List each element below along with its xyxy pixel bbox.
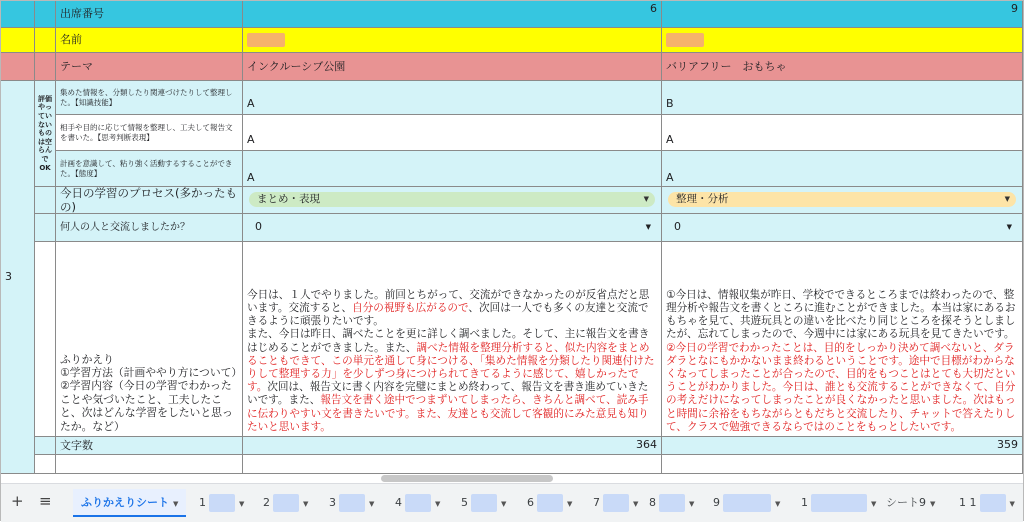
exchange-value-b: 0 [674, 220, 681, 233]
reflection-text-a[interactable] [243, 242, 662, 437]
attendance-value-a[interactable]: 6 [243, 1, 662, 28]
dropdown-arrow-icon: ▼ [173, 500, 179, 508]
sub-gutter[interactable] [35, 1, 56, 28]
tab-label: 1 [801, 496, 808, 509]
dropdown-arrow-icon: ▼ [1009, 500, 1015, 508]
attendance-label[interactable]: 出席番号 [56, 1, 243, 28]
dropdown-arrow-icon: ▼ [1004, 195, 1010, 203]
sub-gutter[interactable] [35, 28, 56, 53]
criterion-label[interactable]: 集めた情報を、分類したり関連づけたりして整理した。【知識技能】 [56, 81, 243, 115]
char-count-value-b[interactable]: 359 [662, 437, 1023, 455]
sheet-tab[interactable] [395, 489, 440, 517]
sub-gutter[interactable] [35, 53, 56, 81]
redacted-tab-name [537, 494, 563, 512]
redacted-name-box [247, 33, 285, 47]
horizontal-scrollbar[interactable] [381, 475, 553, 482]
reflection-label-line: ②学習内容（今日の学習でわかったことや気づいたこと、工夫したこと、次はどんな学習をしたいと思ったか。など） [60, 379, 233, 433]
reflection-label-line: ①学習方法（計画ややり方について） [60, 365, 243, 379]
exchange-value-a: 0 [255, 220, 262, 233]
redacted-tab-name [980, 494, 1006, 512]
redacted-tab-name [603, 494, 629, 512]
sheet-tab-bar [1, 483, 1023, 522]
tab-label: 7 [593, 496, 600, 509]
criterion-value-a[interactable]: A [243, 81, 662, 115]
theme-value-b[interactable]: バリアフリー おもちゃ [662, 53, 1023, 81]
tab-label: 1 1 [959, 496, 977, 509]
row-gutter[interactable] [1, 28, 35, 53]
criterion-label[interactable]: 相手や目的に応じて情報を整理し、工夫して報告文を書いた。【思考判断表現】 [56, 115, 243, 151]
sheet-tab[interactable] [329, 489, 374, 517]
dropdown-arrow-icon: ▼ [567, 500, 573, 508]
tab-label: 9 [713, 496, 720, 509]
criterion-value-b[interactable]: B [662, 81, 1023, 115]
criterion-value-a[interactable]: A [243, 151, 662, 187]
reflection-highlight-text: ②今日の学習でわかったことは、目的をしっかり決めて調べないと、ダラダラとなにもかかないまま終わるということです。途中で目標がわからなくなってしまったことが合ったので、目的をもつことはとても大切だということがわかりました。今日は、誰とも交流することができなくて、自分の考えだけになってしまったことが良くなかったと思いました。次はもっと時間に余裕をもちながらともだちと交流したり、チャットで答えたりして、クラスで勉強できるならではのことをもっとしたいです。 [666, 341, 1016, 433]
process-cell-a[interactable] [243, 187, 662, 214]
sheet-tab[interactable] [886, 489, 935, 517]
tab-label: 2 [263, 496, 270, 509]
criterion-value-b[interactable]: A [662, 151, 1023, 187]
sheet-tab[interactable] [461, 489, 506, 517]
sheet-tab[interactable] [959, 489, 1015, 517]
sheet-tab[interactable] [527, 489, 572, 517]
reflection-highlight-text: 報告文を書く途中でつまずいてしまったら、きちんと調べて、読み手に伝わりやすい文を書きたいです。また、友達とも交流して客観的にみた意見も知りたいと思います。 [247, 394, 649, 433]
reflection-highlight-text: 自分の視野も広がるので [352, 301, 469, 314]
exchange-dropdown-a[interactable] [255, 218, 653, 236]
sub-gutter[interactable] [35, 455, 56, 474]
reflection-text: また、今日は昨日、調べたことを更に詳しく調べました。そして、主に報告文を書きはじめることができました。また、 [247, 328, 650, 354]
sheet-tab[interactable] [801, 489, 876, 517]
empty-cell[interactable] [243, 455, 662, 474]
eval-vertical-label[interactable]: 評価やっていないものは空らんでOK [35, 81, 56, 187]
dropdown-arrow-icon: ▼ [1006, 223, 1012, 231]
char-count-value-a[interactable]: 364 [243, 437, 662, 455]
row-gutter[interactable] [1, 53, 35, 81]
theme-label[interactable]: テーマ [56, 53, 243, 81]
dropdown-arrow-icon: ▼ [239, 500, 245, 508]
process-chip-b-label: 整理・分析 [676, 193, 729, 205]
dropdown-arrow-icon: ▼ [633, 500, 639, 508]
tab-label: 6 [527, 496, 534, 509]
dropdown-arrow-icon: ▼ [369, 500, 375, 508]
tab-label: 1 [199, 496, 206, 509]
sub-gutter[interactable] [35, 437, 56, 455]
dropdown-arrow-icon: ▼ [930, 500, 936, 508]
dropdown-arrow-icon: ▼ [643, 195, 649, 203]
redacted-tab-name [723, 494, 771, 512]
dropdown-arrow-icon: ▼ [871, 500, 877, 508]
dropdown-arrow-icon: ▼ [303, 500, 309, 508]
tab-label: 5 [461, 496, 468, 509]
sheet-tab[interactable] [199, 489, 244, 517]
redacted-tab-name [405, 494, 431, 512]
exchange-label[interactable]: 何人の人と交流しましたか？ [56, 214, 243, 242]
redacted-name-box [666, 33, 704, 47]
exchange-cell-b[interactable] [662, 214, 1023, 242]
dropdown-arrow-icon: ▼ [775, 500, 781, 508]
sheet-tab[interactable] [593, 489, 638, 517]
dropdown-arrow-icon: ▼ [435, 500, 441, 508]
redacted-tab-name [471, 494, 497, 512]
tab-label: 8 [649, 496, 656, 509]
empty-cell[interactable] [662, 455, 1023, 474]
sheet-tab[interactable] [649, 489, 694, 517]
criterion-value-a[interactable]: A [243, 115, 662, 151]
redacted-tab-name [273, 494, 299, 512]
reflection-text-b-body [666, 289, 1018, 434]
theme-value-a[interactable]: インクルーシブ公園 [243, 53, 662, 81]
char-count-label[interactable]: 文字数 [56, 437, 243, 455]
process-chip-b[interactable] [668, 192, 1016, 207]
reflection-text: 次回は、報告文に書く内容を完璧にまとめ終わって、報告文を書き進めていきたいです。また、 [247, 381, 649, 407]
reflection-text: 今日は、１人でやりました。前回とちがって、交流ができなかったのが反省点だと思います。交流すると、 [247, 288, 650, 314]
section-number[interactable]: 3 [1, 81, 35, 474]
process-label[interactable]: 今日の学習のプロセス(多かったもの) [56, 187, 243, 214]
criterion-value-b[interactable]: A [662, 115, 1023, 151]
reflection-text: 、次回は一人でも多くの友達と交流できるように頑張りたいです。 [247, 301, 649, 328]
sub-gutter[interactable] [35, 187, 56, 214]
redacted-tab-name [659, 494, 685, 512]
tab-label: シート9 [886, 496, 926, 509]
tab-label: ふりかえりシート [81, 496, 169, 509]
empty-cell[interactable] [56, 455, 243, 474]
dropdown-arrow-icon: ▼ [501, 500, 507, 508]
reflection-highlight-text: 調べた情報を整理分析すると、似た内容をまとめることもできて、この単元を通して身につける、「集めた情報を分類したり関連付けたりして整理する力」を少しずつ身につけられてきてるように感じて、嬉しかったです。 [247, 341, 655, 394]
list-menu-icon[interactable]: ≡ [39, 492, 52, 510]
redacted-tab-name [209, 494, 235, 512]
tab-active-sheet[interactable] [73, 489, 186, 517]
name-label[interactable]: 名前 [56, 28, 243, 53]
reflection-text-a-body [247, 289, 657, 434]
dropdown-arrow-icon: ▼ [689, 500, 695, 508]
name-value-b[interactable] [662, 28, 1023, 53]
sheet-tab[interactable] [713, 489, 780, 517]
redacted-tab-name [811, 494, 867, 512]
tab-label: 4 [395, 496, 402, 509]
redacted-tab-name [339, 494, 365, 512]
criterion-label[interactable]: 計画を意識して、粘り強く活動するすることができた。【態度】 [56, 151, 243, 187]
process-cell-b[interactable] [662, 187, 1023, 214]
sub-gutter[interactable] [35, 214, 56, 242]
tab-label: 3 [329, 496, 336, 509]
exchange-cell-a[interactable] [243, 214, 662, 242]
exchange-dropdown-b[interactable] [674, 218, 1014, 236]
reflection-label-line: ふりかえり [60, 352, 114, 366]
reflection-label[interactable] [56, 242, 243, 437]
attendance-value-b[interactable]: 9 [662, 1, 1023, 28]
process-chip-a[interactable] [249, 192, 655, 207]
dropdown-arrow-icon: ▼ [645, 223, 651, 231]
sub-gutter[interactable] [35, 242, 56, 437]
reflection-text-b[interactable] [662, 242, 1023, 437]
plus-icon[interactable]: + [11, 492, 24, 510]
row-gutter[interactable] [1, 1, 35, 28]
process-chip-a-label: まとめ・表現 [257, 193, 320, 205]
sheet-tab[interactable] [263, 489, 308, 517]
reflection-text: ①今日は、情報収集が昨日、学校でできるところまでは終わったので、整理分析や報告文を書くところに進むことができました。本当は家にあるおもちゃを見て、共遊玩具との違いを比べたり同じところを探そうとしましたが、忘れてしまったので、今週中には家にある玩具を見てきたいです。 [666, 288, 1016, 341]
name-value-a[interactable] [243, 28, 662, 53]
